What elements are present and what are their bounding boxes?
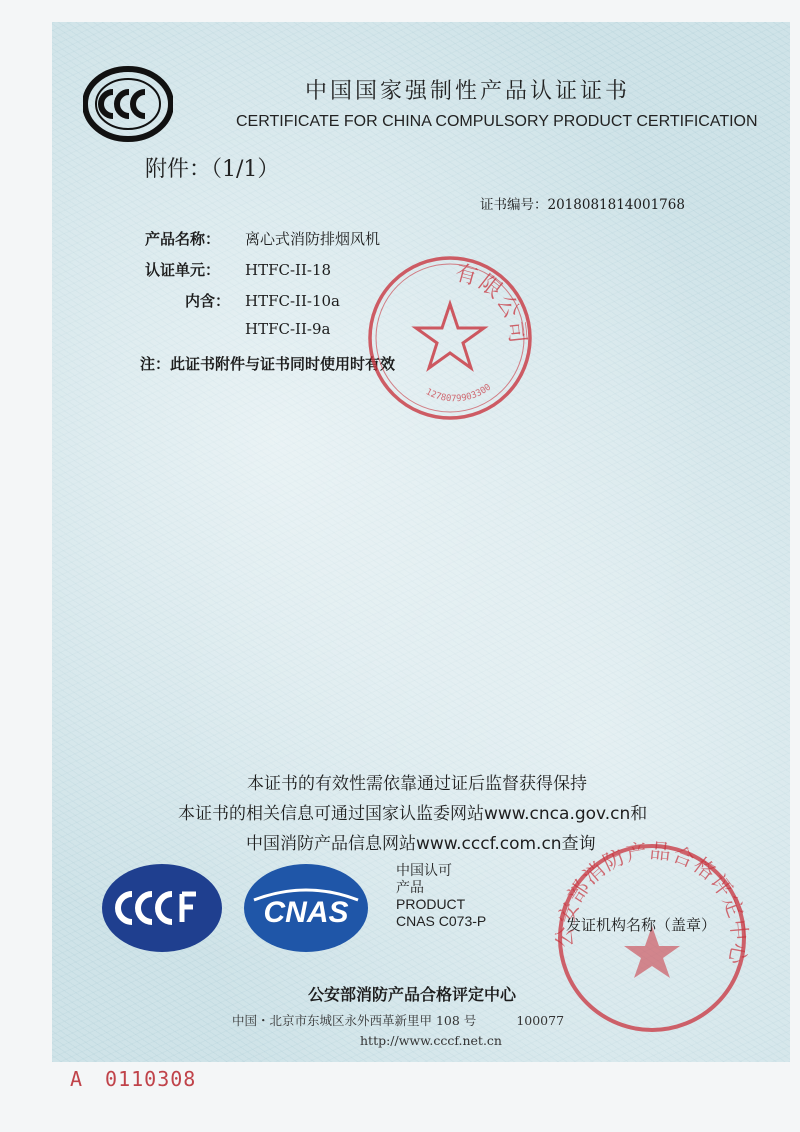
contains-item: HTFC-II-10a	[245, 292, 340, 310]
contains-row-2	[245, 320, 330, 338]
issuer-postcode: 100077	[516, 1013, 565, 1028]
certificate-number-label: 证书编号：	[480, 197, 548, 213]
certificate-number-value: 2018081814001768	[547, 197, 685, 213]
footer-line-2: 本证书的相关信息可通过国家认监委网站www.cnca.gov.cn和	[178, 804, 648, 824]
cert-unit-row	[145, 259, 331, 280]
cnas-logo-icon	[240, 860, 372, 956]
contains-row	[185, 290, 340, 311]
footer-line-1: 本证书的有效性需依靠通过证后监督获得保持	[247, 774, 587, 794]
ccc-logo-icon	[83, 66, 173, 142]
cnas-line: PRODUCT	[396, 896, 466, 912]
svg-text:有限公司: 有限公司	[452, 260, 530, 347]
cnas-accreditation-text	[396, 862, 486, 930]
footer-line-3: 中国消防产品信息网站www.cccf.com.cn查询	[246, 834, 596, 854]
serial-prefix: A	[70, 1067, 84, 1091]
cert-unit-value: HTFC-II-18	[245, 261, 332, 279]
issuer-name: 公安部消防产品合格评定中心	[308, 985, 517, 1004]
product-name-value: 离心式消防排烟风机	[245, 230, 381, 248]
validity-note: 注：此证书附件与证书同时使用时有效	[140, 355, 396, 373]
company-seal-icon	[360, 248, 540, 428]
serial-number	[70, 1067, 196, 1091]
product-name-row	[145, 228, 380, 249]
cert-unit-label: 认证单元：	[145, 261, 221, 279]
svg-text:1278079903300: 1278079903300	[423, 382, 494, 405]
cnas-line: CNAS C073-P	[396, 913, 487, 929]
issuer-url: http://www.cccf.net.cn	[360, 1033, 502, 1048]
issuer-seal-icon	[552, 838, 752, 1038]
certificate-title-en: CERTIFICATE FOR CHINA COMPULSORY PRODUCT CERTIFICATION	[236, 113, 758, 130]
cnas-line: 产品	[396, 879, 424, 895]
certificate-number	[480, 193, 685, 213]
issuer-address	[232, 1011, 564, 1029]
serial-digits: 0110308	[105, 1067, 197, 1091]
product-name-label: 产品名称：	[145, 230, 221, 248]
svg-text:CNAS: CNAS	[263, 896, 349, 929]
attachment-label: 附件：（1/1）	[145, 157, 280, 182]
contains-label: 内含：	[185, 292, 231, 310]
issuer-street: 中国・北京市东城区永外西革新里甲 108 号	[232, 1013, 477, 1028]
cnas-line: 中国认可	[396, 862, 452, 878]
cccf-logo-icon	[98, 860, 226, 956]
issuer-seal-label: 发证机构名称（盖章）	[566, 916, 717, 934]
certificate-title-cn: 中国国家强制性产品认证证书	[305, 79, 631, 104]
svg-text:公安部消防产品合格评定中心: 公安部消防产品合格评定中心	[552, 838, 752, 968]
contains-item: HTFC-II-9a	[245, 320, 331, 338]
